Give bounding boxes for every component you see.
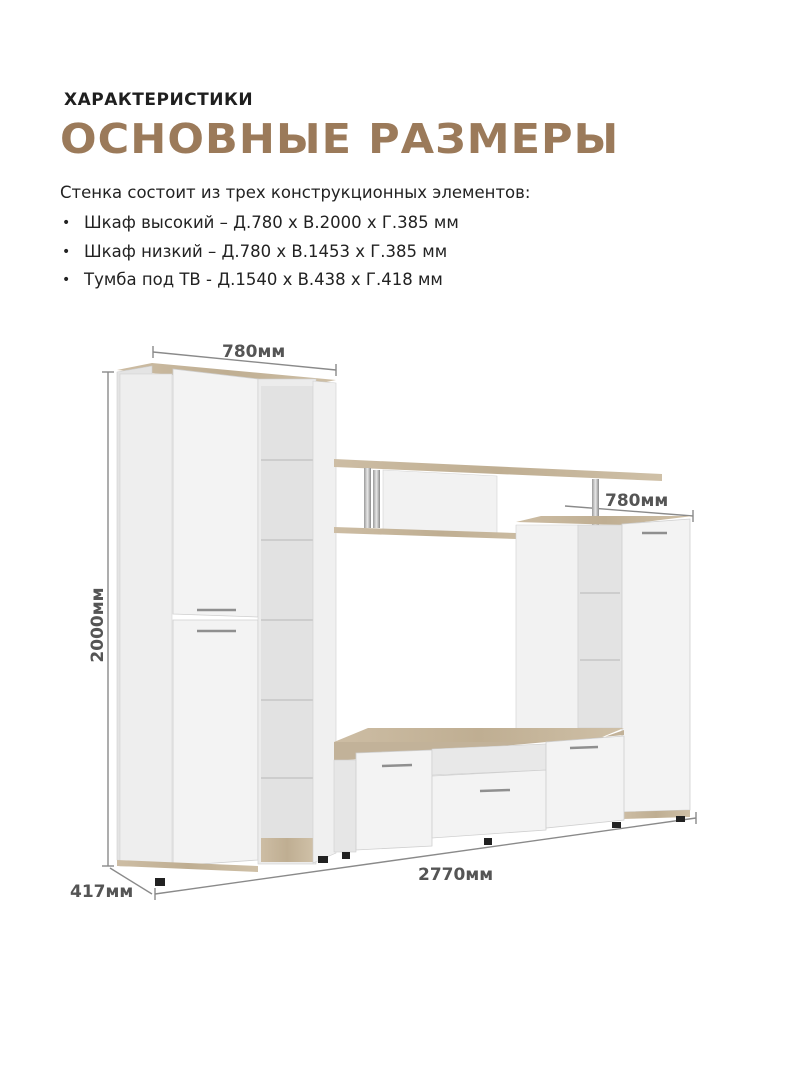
metal-post (373, 470, 380, 528)
handle-icon (480, 790, 510, 791)
spec-item-tall-cabinet (60, 211, 459, 240)
handle-icon (382, 765, 412, 766)
bullet-icon: • (62, 243, 71, 260)
dimension-height: 2000мм (88, 587, 108, 663)
spec-list (60, 211, 459, 297)
tall-cabinet-lower-door (173, 620, 258, 866)
handle-icon (570, 747, 598, 748)
tall-cabinet (117, 363, 336, 886)
spec-item-label: Шкаф низкий – Д.780 х В.1453 х Г.385 мм (84, 241, 448, 261)
page-title: ОСНОВНЫЕ РАЗМЕРЫ (60, 115, 620, 163)
low-cabinet-door (622, 519, 690, 812)
dimension-low-width: 780мм (605, 491, 669, 511)
tall-cabinet-upper-door (173, 369, 258, 617)
furniture-drawing (0, 320, 810, 920)
spec-item-low-cabinet (60, 240, 459, 269)
intro-text: Стенка состоит из трех конструкционных элементов: (60, 183, 531, 202)
dimension-depth: 417мм (70, 882, 134, 902)
tv-stand-center-drawer (432, 770, 546, 838)
dimension-total-length: 2770мм (418, 865, 494, 885)
section-subtitle: ХАРАКТЕРИСТИКИ (64, 90, 254, 110)
tv-stand (334, 728, 624, 859)
tv-stand-right-drawer (546, 736, 624, 828)
bullet-icon: • (62, 215, 71, 231)
bullet-icon: • (62, 272, 71, 288)
spec-item-label: Тумба под ТВ - Д.1540 х В.438 х Г.418 мм (84, 270, 443, 289)
metal-post (364, 468, 371, 528)
spec-item-label: Шкаф высокий – Д.780 х В.2000 х Г.385 мм (84, 213, 459, 232)
spec-item-tv-stand (60, 268, 459, 297)
dimension-tall-width: 780мм (222, 342, 286, 362)
